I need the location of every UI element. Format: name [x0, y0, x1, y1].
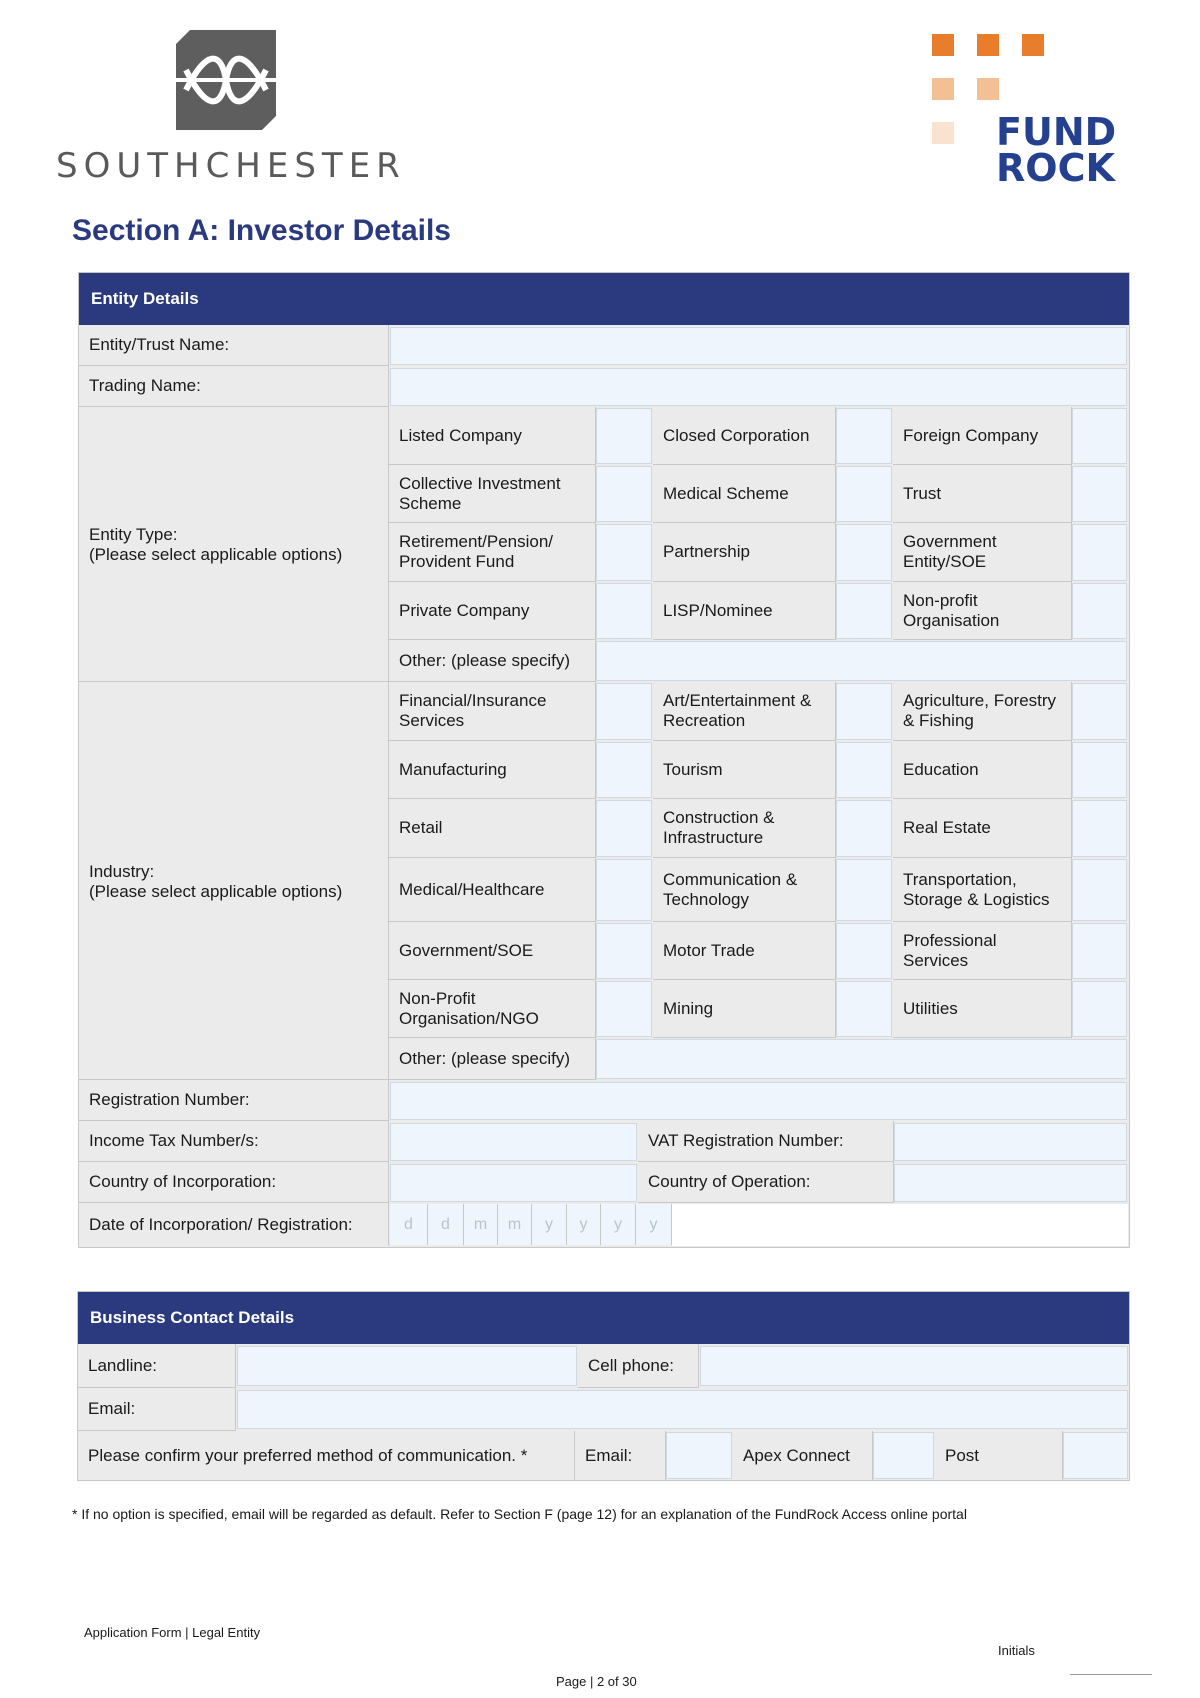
date-digit-year[interactable]: y: [532, 1204, 567, 1245]
entity-type-checkbox[interactable]: [1072, 466, 1127, 522]
communication-email-checkbox[interactable]: [666, 1432, 732, 1479]
communication-option-email: Email:: [575, 1431, 666, 1480]
logo-square: [932, 78, 954, 100]
entity-type-option: Partnership: [653, 523, 836, 582]
date-digit-year[interactable]: y: [636, 1204, 672, 1245]
industry-checkbox[interactable]: [836, 800, 892, 857]
entity-type-checkbox[interactable]: [1072, 583, 1127, 639]
fundrock-word-rock: ROCK: [996, 146, 1115, 190]
industry-checkbox[interactable]: [596, 923, 652, 979]
date-digit-year[interactable]: y: [601, 1204, 636, 1245]
country-incorporation-input[interactable]: [390, 1164, 637, 1202]
industry-checkbox[interactable]: [836, 683, 892, 740]
industry-option: Construction & Infrastructure: [653, 799, 836, 858]
vat-number-label: VAT Registration Number:: [638, 1121, 894, 1162]
preferred-communication-label: Please confirm your preferred method of communication. *: [78, 1431, 575, 1480]
industry-option: Motor Trade: [653, 922, 836, 980]
fundrock-wordmark: [996, 110, 1117, 190]
entity-type-checkbox[interactable]: [836, 583, 892, 639]
email-label: Email:: [78, 1388, 236, 1431]
business-contact-header: Business Contact Details: [78, 1292, 1129, 1344]
entity-type-other-label: Other: (please specify): [389, 640, 596, 682]
industry-option: Art/Entertainment & Recreation: [653, 682, 836, 741]
industry-option: Utilities: [893, 980, 1072, 1038]
date-digit-day[interactable]: d: [390, 1204, 428, 1245]
entity-trust-name-label: Entity/Trust Name:: [79, 325, 389, 366]
income-tax-label: Income Tax Number/s:: [79, 1121, 389, 1162]
industry-option: Education: [893, 741, 1072, 799]
industry-option: Professional Services: [893, 922, 1072, 980]
entity-details-table: [78, 272, 1130, 1248]
logo-square: [977, 78, 999, 100]
communication-post-checkbox[interactable]: [1063, 1432, 1128, 1479]
communication-option-apex: Apex Connect: [733, 1431, 873, 1480]
entity-type-option: Collective Investment Scheme: [389, 465, 596, 523]
entity-type-option: Government Entity/SOE: [893, 523, 1072, 582]
entity-type-checkbox[interactable]: [1072, 408, 1127, 464]
industry-checkbox[interactable]: [1072, 923, 1127, 979]
southchester-wordmark: SOUTHCHESTER: [56, 146, 406, 186]
entity-type-label: [79, 407, 389, 682]
logo-square: [977, 34, 999, 56]
industry-option: Real Estate: [893, 799, 1072, 858]
industry-option: Manufacturing: [389, 741, 596, 799]
landline-input[interactable]: [237, 1346, 577, 1386]
industry-checkbox[interactable]: [1072, 981, 1127, 1037]
entity-type-option: Retirement/Pension/ Provident Fund: [389, 523, 596, 582]
footnote: * If no option is specified, email will be regarded as default. Refer to Section F (page 12) for an explanation of the FundRock Access online portal: [72, 1506, 967, 1522]
industry-checkbox[interactable]: [596, 683, 652, 740]
date-incorporation-label: Date of Incorporation/ Registration:: [79, 1203, 389, 1246]
entity-type-checkbox[interactable]: [836, 524, 892, 581]
industry-checkbox[interactable]: [596, 981, 652, 1037]
cell-phone-input[interactable]: [700, 1346, 1128, 1386]
cell-phone-label: Cell phone:: [578, 1344, 699, 1388]
industry-option: Medical/Healthcare: [389, 858, 596, 922]
vat-number-input[interactable]: [894, 1123, 1127, 1161]
trading-name-label: Trading Name:: [79, 366, 389, 407]
industry-checkbox[interactable]: [836, 981, 892, 1037]
southchester-emblem-icon: [176, 30, 276, 130]
industry-checkbox[interactable]: [1072, 800, 1127, 857]
fundrock-word-fund: FUND: [996, 110, 1117, 154]
industry-other-label: Other: (please specify): [389, 1038, 596, 1080]
business-contact-table: [77, 1291, 1130, 1481]
date-digit-day[interactable]: d: [428, 1204, 464, 1245]
page-number: Page | 2 of 30: [556, 1674, 637, 1689]
initials-line[interactable]: [1070, 1674, 1152, 1675]
logo-square: [932, 34, 954, 56]
industry-checkbox[interactable]: [596, 800, 652, 857]
industry-option: Financial/Insurance Services: [389, 682, 596, 741]
date-digit-year[interactable]: y: [567, 1204, 601, 1245]
entity-type-checkbox[interactable]: [596, 524, 652, 581]
southchester-logo: [56, 28, 406, 188]
industry-checkbox[interactable]: [836, 742, 892, 798]
industry-checkbox[interactable]: [836, 859, 892, 921]
industry-checkbox[interactable]: [1072, 683, 1127, 740]
trading-name-input[interactable]: [390, 368, 1127, 406]
industry-checkbox[interactable]: [596, 859, 652, 921]
registration-number-input[interactable]: [390, 1082, 1127, 1120]
entity-type-hint: (Please select applicable options): [89, 545, 343, 564]
section-title: Section A: Investor Details: [72, 214, 451, 247]
entity-type-checkbox[interactable]: [596, 466, 652, 522]
logo-square: [932, 122, 954, 144]
industry-option: Non-Profit Organisation/NGO: [389, 980, 596, 1038]
entity-trust-name-input[interactable]: [390, 327, 1127, 365]
entity-type-checkbox[interactable]: [836, 466, 892, 522]
entity-type-option: Medical Scheme: [653, 465, 836, 523]
industry-option: Transportation, Storage & Logistics: [893, 858, 1072, 922]
entity-type-option: LISP/Nominee: [653, 582, 836, 640]
industry-checkbox[interactable]: [836, 923, 892, 979]
entity-details-header: Entity Details: [79, 273, 1129, 325]
entity-type-option: Private Company: [389, 582, 596, 640]
industry-option: Agriculture, Forestry & Fishing: [893, 682, 1072, 741]
entity-type-option: Non-profit Organisation: [893, 582, 1072, 640]
industry-option: Communication & Technology: [653, 858, 836, 922]
country-incorporation-label: Country of Incorporation:: [79, 1162, 389, 1203]
entity-type-title: Entity Type:: [89, 525, 178, 544]
date-digit-month[interactable]: m: [498, 1204, 532, 1245]
date-digit-month[interactable]: m: [464, 1204, 498, 1245]
entity-type-option: Listed Company: [389, 407, 596, 465]
industry-option: Mining: [653, 980, 836, 1038]
industry-other-input[interactable]: [596, 1039, 1127, 1079]
industry-checkbox[interactable]: [596, 742, 652, 798]
industry-title: Industry:: [89, 862, 155, 881]
industry-option: Retail: [389, 799, 596, 858]
email-input[interactable]: [237, 1390, 1128, 1429]
entity-type-checkbox[interactable]: [836, 408, 892, 464]
entity-type-option: Trust: [893, 465, 1072, 523]
date-row-blank: [672, 1204, 1128, 1246]
country-operation-input[interactable]: [894, 1164, 1127, 1202]
industry-checkbox[interactable]: [1072, 742, 1127, 798]
communication-apex-checkbox[interactable]: [873, 1432, 934, 1479]
entity-type-option: Closed Corporation: [653, 407, 836, 465]
registration-number-label: Registration Number:: [79, 1080, 389, 1121]
industry-label: [79, 682, 389, 1080]
country-operation-label: Country of Operation:: [638, 1162, 894, 1203]
footer-form-name: Application Form | Legal Entity: [84, 1625, 261, 1640]
entity-type-checkbox[interactable]: [596, 408, 652, 464]
industry-hint: (Please select applicable options): [89, 882, 343, 901]
communication-option-post: Post: [935, 1431, 1063, 1480]
landline-label: Landline:: [78, 1344, 236, 1388]
industry-option: Tourism: [653, 741, 836, 799]
income-tax-input[interactable]: [390, 1123, 637, 1161]
industry-checkbox[interactable]: [1072, 859, 1127, 921]
entity-type-checkbox[interactable]: [596, 583, 652, 639]
entity-type-option: Foreign Company: [893, 407, 1072, 465]
logo-square: [1022, 34, 1044, 56]
entity-type-other-input[interactable]: [596, 641, 1127, 681]
footer-initials-label: Initials: [998, 1643, 1035, 1658]
entity-type-checkbox[interactable]: [1072, 524, 1127, 581]
fundrock-logo: [920, 30, 1120, 200]
industry-option: Government/SOE: [389, 922, 596, 980]
